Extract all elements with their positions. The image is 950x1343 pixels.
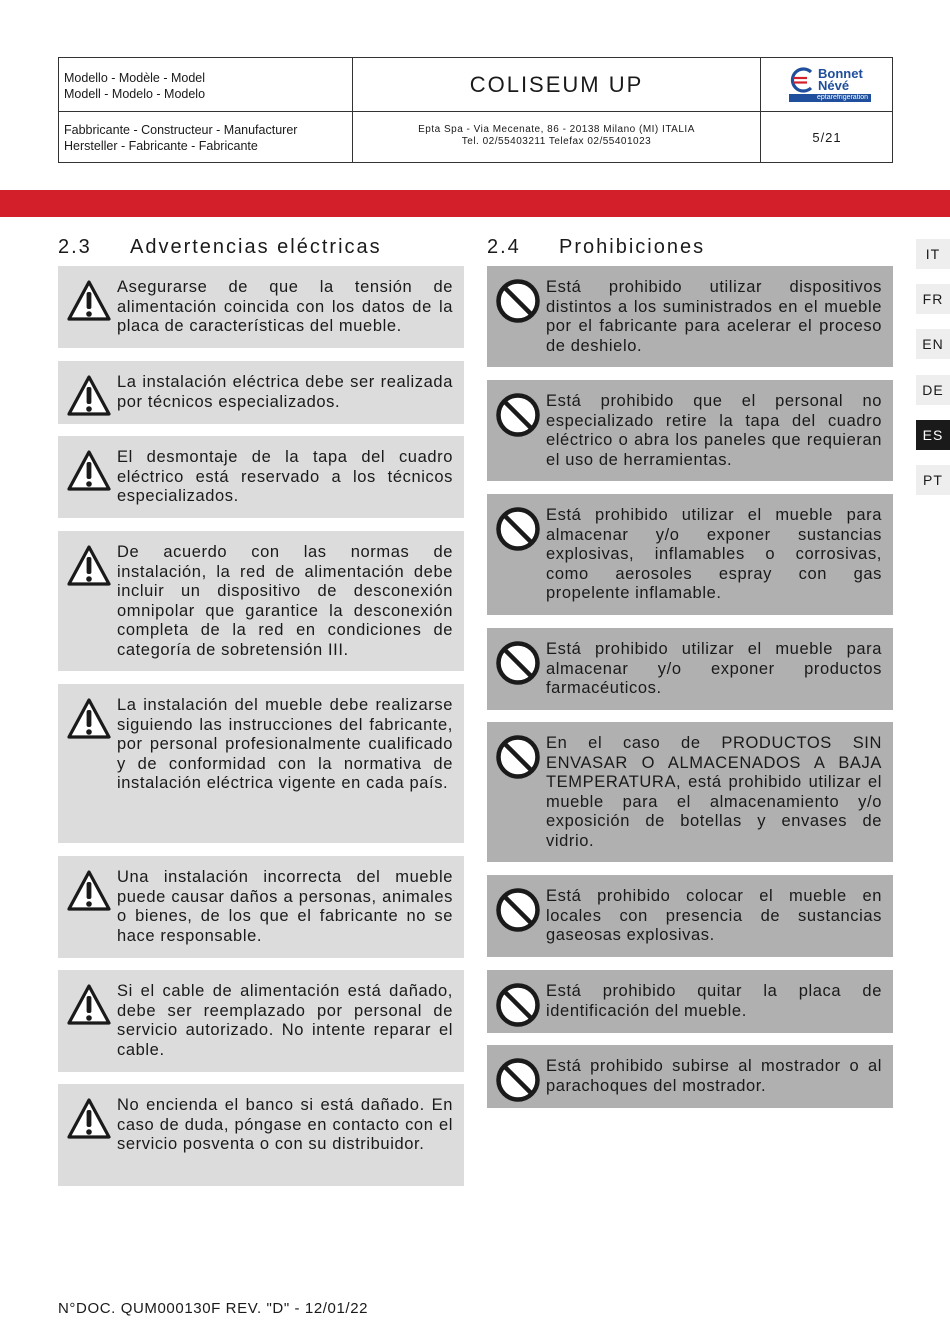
warning-box xyxy=(58,436,464,518)
logo-tagline: eptarefrigeration xyxy=(789,94,871,102)
prohibition-sign-icon xyxy=(495,640,541,686)
prohibition-text: Está prohibido subirse al mostrador o al parachoques del mostrador. xyxy=(546,1057,882,1095)
warning-triangle-icon xyxy=(66,448,112,494)
warning-triangle-icon xyxy=(66,373,112,419)
prohibition-sign-icon xyxy=(495,1057,541,1103)
warning-triangle-icon xyxy=(66,543,112,589)
prohibition-box xyxy=(487,494,893,615)
prohibition-text: Está prohibido que el personal no especializado retire la tapa del cuadro eléctrico o abra los paneles que requieran el uso de herramientas. xyxy=(546,392,882,469)
prohibition-box xyxy=(487,266,893,367)
address-line-1: Epta Spa - Via Mecenate, 86 - 20138 Milano (MI) ITALIA xyxy=(418,124,695,135)
warning-text: Si el cable de alimentación está dañado, debe ser reemplazado por personal de servicio autorizado. No intente reparar el cable. xyxy=(117,982,453,1059)
language-tab-en[interactable]: EN xyxy=(916,329,950,359)
document-header xyxy=(58,57,893,163)
warning-text: La instalación del mueble debe realizarse siguiendo las instrucciones del fabricante, por personal profesionalmente cualificado y de conformidad con la normativa de instalación eléctrica vigente en cada país. xyxy=(117,696,453,792)
prohibition-text: Está prohibido utilizar el mueble para almacenar y/o exponer sustancias explosivas, inflamables o corrosivas, como aerosoles espray con gas propelente inflamable. xyxy=(546,506,882,602)
document-reference: N°DOC. QUM000130F REV. "D" - 12/01/22 xyxy=(58,1300,369,1317)
prohibition-text: Está prohibido utilizar el mueble para almacenar y/o exponer productos farmacéuticos. xyxy=(546,640,882,697)
warning-triangle-icon xyxy=(66,982,112,1028)
address-line-2: Tel. 02/55403211 Telefax 02/55401023 xyxy=(461,136,652,147)
language-tab-fr[interactable]: FR xyxy=(916,284,950,314)
prohibition-sign-icon xyxy=(495,506,541,552)
warning-triangle-icon xyxy=(66,868,112,914)
warning-box xyxy=(58,856,464,958)
section-heading: Prohibiciones xyxy=(559,236,706,258)
prohibition-sign-icon xyxy=(495,982,541,1028)
prohibition-box xyxy=(487,380,893,481)
warning-box xyxy=(58,684,464,843)
prohibition-sign-icon xyxy=(495,887,541,933)
manufacturer-address xyxy=(353,112,761,163)
logo-brand-line-1: Bonnet xyxy=(818,66,863,81)
prohibition-sign-icon xyxy=(495,278,541,324)
warning-box xyxy=(58,361,464,424)
prohibition-text: En el caso de PRODUCTOS SIN ENVASAR O ALMACENADOS A BAJA TEMPERATURA, está prohibido utilizar el mueble para el almacenamiento y/o exposición de botellas y envases de vidrio. xyxy=(546,734,882,850)
language-tab-de[interactable]: DE xyxy=(916,375,950,405)
warning-text: El desmontaje de la tapa del cuadro eléctrico está reservado a los técnicos especializados. xyxy=(117,448,453,505)
prohibition-sign-icon xyxy=(495,392,541,438)
section-number: 2.3 xyxy=(58,236,92,258)
warning-text: Asegurarse de que la tensión de alimentación coincida con los datos de la placa de características del mueble. xyxy=(117,278,453,335)
prohibition-text: Está prohibido colocar el mueble en locales con presencia de sustancias gaseosas explosivas. xyxy=(546,887,882,944)
prohibition-box xyxy=(487,875,893,957)
model-name: COLISEUM UP xyxy=(353,58,761,112)
prohibition-text: Está prohibido utilizar dispositivos distintos a los suministrados en el mueble por el fabricante para acelerar el proceso de deshielo. xyxy=(546,278,882,355)
accent-red-bar xyxy=(0,190,950,217)
section-title-electrical xyxy=(58,236,382,259)
prohibition-text: Está prohibido quitar la placa de identificación del mueble. xyxy=(546,982,882,1020)
logo-brand-line-2: Névé xyxy=(818,78,850,93)
warning-box xyxy=(58,266,464,348)
warning-text: La instalación eléctrica debe ser realizada por técnicos especializados. xyxy=(117,373,453,411)
euro-swirl-icon xyxy=(789,66,817,94)
section-heading: Advertencias eléctricas xyxy=(130,236,382,258)
warning-triangle-icon xyxy=(66,278,112,324)
model-label-line-2: Modell - Modelo - Modelo xyxy=(64,87,206,101)
prohibition-box xyxy=(487,1045,893,1108)
warning-box xyxy=(58,531,464,671)
warning-text: Una instalación incorrecta del mueble puede causar daños a personas, animales o bienes, de los que el fabricante no se hace responsable. xyxy=(117,868,453,945)
manufacturer-label xyxy=(59,112,353,163)
section-title-prohibitions xyxy=(487,236,705,259)
page-number: 5/21 xyxy=(812,130,842,145)
model-label-line-1: Modello - Modèle - Model xyxy=(64,71,206,85)
manufacturer-label-line-1: Fabbricante - Constructeur - Manufacturer xyxy=(64,123,298,137)
warning-box xyxy=(58,1084,464,1186)
brand-logo xyxy=(761,58,893,112)
model-label xyxy=(59,58,353,112)
language-tab-it[interactable]: IT xyxy=(916,239,950,269)
prohibition-box xyxy=(487,628,893,710)
language-tab-pt[interactable]: PT xyxy=(916,465,950,495)
warning-triangle-icon xyxy=(66,696,112,742)
warning-triangle-icon xyxy=(66,1096,112,1142)
prohibition-sign-icon xyxy=(495,734,541,780)
warning-text: No encienda el banco si está dañado. En caso de duda, póngase en contacto con el servicio posventa o con su distribuidor. xyxy=(117,1096,453,1153)
manufacturer-label-line-2: Hersteller - Fabricante - Fabricante xyxy=(64,139,258,153)
section-number: 2.4 xyxy=(487,236,521,258)
warning-box xyxy=(58,970,464,1072)
prohibition-box xyxy=(487,970,893,1033)
language-tab-es[interactable]: ES xyxy=(916,420,950,450)
warning-text: De acuerdo con las normas de instalación, la red de alimentación debe incluir un dispositivo de desconexión omnipolar que garantice la desconexión completa de la red en condiciones de categoría de sobretensión III. xyxy=(117,543,453,659)
prohibition-box xyxy=(487,722,893,862)
